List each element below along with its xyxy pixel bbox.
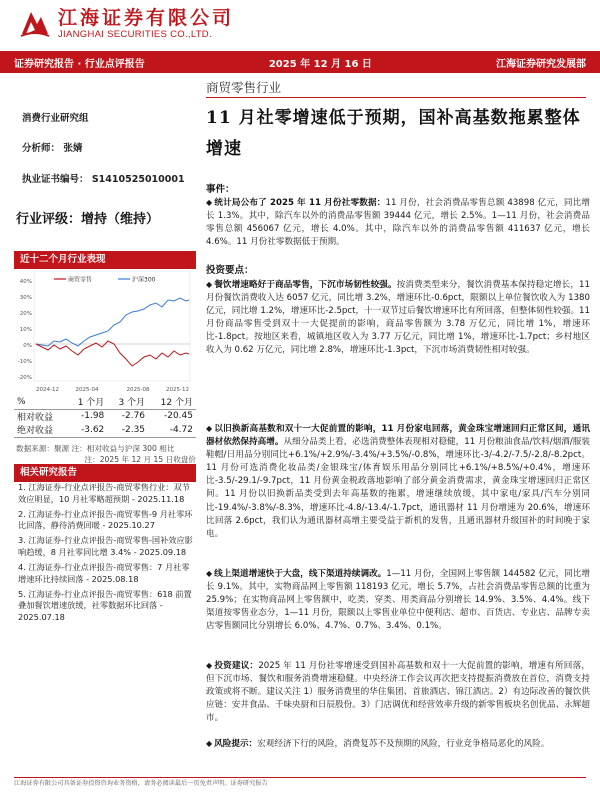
- point-lead: 以旧换新高基数和双十一大促前置的影响，11 月份家电回落，黄金珠宝增速回归正常区间，通讯器材依然保持高增。: [206, 424, 590, 448]
- point-paragraph: [206, 422, 590, 541]
- related-report-item[interactable]: 3. 江海证券-行业点评报告-商贸零售-国补效应影响趋缓，8 月社零同比增 3.4% - 2025.09.18: [18, 535, 193, 557]
- point-lead: 投资建议：: [214, 661, 259, 671]
- point-lead: 风险提示：: [214, 739, 258, 749]
- industry-rating: 行业评级：增持（维持）: [16, 212, 160, 227]
- point-text: 2025 年 11 月份社零增速受到国补高基数和双十一大促前置的影响，增速有所回落，但下沉市场、餐饮和服务消费增速稳健。中央经济工作会议再次把支持提振消费放在首位，消费支持政策或将不断。建议关注 1）服务消费里的华住集团、首旅酒店、锦江酒店。2）有边际改善的餐饮供应链：安井食品、千味央厨和日辰股份。3）门店调优和经营效率升级的新零售板块名创优品、永辉超市。: [206, 661, 590, 724]
- col-header: 1 个月: [67, 395, 108, 409]
- performance-chart: [14, 267, 196, 399]
- y-tick-label: 20%: [19, 311, 32, 317]
- y-tick-label: 40%: [19, 279, 32, 285]
- analyst-label: 分析师：: [22, 143, 61, 154]
- diamond-bullet-icon: ◆: [206, 661, 213, 670]
- col-header: %: [14, 395, 67, 409]
- x-tick-label: 2025-12: [166, 387, 189, 393]
- x-tick-label: 2024-12: [36, 387, 59, 393]
- analyst-line: [22, 140, 82, 154]
- col-header: 12 个月: [148, 395, 196, 409]
- y-tick-label: -20%: [17, 375, 32, 381]
- point-paragraph: [206, 567, 590, 633]
- point-lead: 线上渠道增速快于大盘，线下渠道持续调改。: [214, 569, 387, 579]
- events-lead: 统计局公布了 2025 年 11 月份社零数据：: [214, 198, 386, 208]
- series-line-hs300: [36, 298, 189, 346]
- points-heading: 投资要点：: [206, 265, 254, 276]
- footer-disclaimer: 江海证券有限公司具备证券投资咨询业务资格，请务必阅读最后一页免责声明。证券研究报告: [14, 780, 268, 787]
- col-header: 3 个月: [107, 395, 148, 409]
- divider: [206, 97, 586, 98]
- cert-line: [22, 171, 185, 185]
- diamond-bullet-icon: ◆: [206, 198, 213, 207]
- events-heading: 事件：: [206, 184, 235, 195]
- brand-name-cn: 江海证券有限公司: [58, 6, 235, 29]
- x-tick-label: 2025-04: [75, 387, 99, 393]
- point-text: 1—11 月份，全国网上零售额 144582 亿元，同比增长 9.1%。其中，实物商品网上零售额 118193 亿元，增长 5.7%，占社会消费品零售总额的比重为 25.9%；在实物商品网上零售额中，吃类、穿类、用类商品分别增长 14.9%、3.5%、4.4%。线下渠道按零售业态分，1—11 月份，限额以上零售业单位中便利店、超市、百货店、专业店、品牌专卖店零售额同比分别增长 6.0%、4.7%、0.7%、3.4%、0.1%。: [206, 569, 590, 632]
- page-title: 11 月社零增速低于预期，国补高基数拖累整体增速: [206, 108, 581, 159]
- footer-divider: [14, 777, 586, 778]
- point-text: 宏观经济下行的风险，消费复苏不及预期的风险，行业竞争格局恶化的风险。: [257, 739, 550, 749]
- analyst-name: 张婧: [63, 143, 83, 154]
- brand-name-en: JIANGHAI SECURITIES CO.,LTD.: [58, 28, 212, 40]
- table-header-row: [14, 395, 196, 409]
- diamond-bullet-icon: ◆: [206, 424, 213, 433]
- related-report-item[interactable]: 1. 江海证券-行业点评报告-商贸零售行业：双节效应明显，10 月社零略超预期 - 2025.11.18: [18, 482, 190, 504]
- point-text: 从细分品类上看，必选消费整体表现相对稳健，11 月份粮油食品/饮料/烟酒/服装鞋帽/日用品分别同比+6.1%/+2.9%/-3.4%/+3.5%/-0.8%，增速环比-3/-4.2/-7.5/-2.8/-8.2pct。11 月份可选消费化妆品类/金银珠宝/体育娱乐用品分别同比+6.1%/+8.5%/+0.4%，增速环比-3.5/-29.1/-9.7pct，11 月份黄金税政落地影响了部分黄金消费需求，黄金珠宝增速回归正常区间。11 月份以旧换新品类受到去年高基数的拖累，增速继续放缓，其中家电/家具/汽车分别同比-19.4%/-3.8%/-8.3%，增速环比-4.8/-13.4/-1.7pct，通讯器材 11 月份增速为 20.6%，增速环比回落 2.6pct，我们认为通讯器材高增主要受益于新机的发售，且通讯器材升级国补的时间晚于家电。: [206, 437, 590, 539]
- diamond-bullet-icon: ◆: [206, 280, 213, 289]
- source-note-line1: 数据来源：聚源 注：相对收益与沪深 300 相比: [16, 444, 175, 453]
- related-report-item[interactable]: 5. 江海证券-行业点评报告-商贸零售：618 前置叠加餐饮增速放缓，社零数据环比回落 - 2025.07.18: [18, 588, 192, 622]
- research-team: 消费行业研究组: [22, 113, 89, 124]
- report-date: 2025 年 12 月 16 日: [268, 58, 372, 70]
- performance-table: [14, 395, 196, 438]
- point-paragraph: [206, 659, 590, 725]
- table-row: [14, 423, 196, 437]
- events-text: 11 月份，社会消费品零售总额 43898 亿元，同比增长 1.3%。其中，除汽车以外的消费品零售额 39444 亿元，增长 2.5%。1—11 月份，社会消费品零售总额 456067 亿元，增长 4.0%。其中，除汽车以外的消费品零售额 411637 亿元，增长 4.6%。11 月份社零数据低于预期。: [206, 198, 590, 248]
- series-line-retail: [36, 341, 189, 366]
- related-report-item[interactable]: 4. 江海证券-行业点评报告-商贸零售：7 月社零增速环比持续回落 - 2025.08.18: [18, 562, 190, 584]
- events-paragraph: [206, 196, 590, 249]
- cell: -3.62: [67, 423, 108, 437]
- perf-section-title: 近十二个月行业表现: [14, 251, 196, 269]
- point-text: 按消费类型来分，餐饮消费基本保持稳定增长，11 月份餐饮消费收入达 6057 亿元，同比增 3.2%，增速环比-0.6pct，限额以上单位餐饮收入为 1380 亿元，同比增 1.2%，增速环比-2.5pct，十一双节过后餐饮增速环比有所回落，但整体韧性较强。11 月份商品零售受到双十一大促提前的影响，商品零售额为 3.78 万亿元，同比增 1%，增速环比-1.8pct。按地区来看，城镇地区收入为 3.77 万亿元，同比增 1%，增速环比-1.7pct；乡村地区收入为 0.62 万亿元，同比增 2.8%，增速环比-1.3pct，下沉市场消费韧性相对较强。: [206, 280, 590, 356]
- related-reports-list: [18, 482, 196, 627]
- row-label: 绝对收益: [14, 423, 67, 437]
- legend-label-hs300: 沪深300: [132, 276, 156, 284]
- cell: -20.45: [163, 411, 193, 422]
- cell: -1.98: [80, 411, 105, 422]
- source-note-line2: 注：2025 年 12 月 15 日收盘价: [84, 454, 196, 464]
- y-tick-label: 0%: [23, 343, 32, 349]
- diamond-bullet-icon: ◆: [206, 569, 213, 578]
- cell: -2.76: [121, 411, 146, 422]
- cell: -4.72: [148, 423, 196, 437]
- point-paragraph: [206, 278, 590, 358]
- x-tick-label: 2025-08: [126, 387, 150, 393]
- cert-number: S1410525010001: [91, 174, 185, 185]
- related-report-item[interactable]: 2. 江海证券-行业点评报告-商贸零售-9 月社零环比回落，静待消费回暖 - 2025.10.27: [18, 508, 193, 531]
- diamond-bullet-icon: ◆: [206, 739, 213, 748]
- industry-label: 商贸零售行业: [206, 80, 282, 95]
- jianghai-logo-icon: [18, 6, 52, 40]
- legend-label-retail: 商贸零售: [68, 276, 93, 284]
- table-row: [14, 409, 196, 423]
- row-label: 相对收益: [17, 412, 54, 423]
- research-dept: 江海证券研究发展部: [496, 58, 586, 70]
- cert-label: 执业证书编号：: [22, 174, 89, 185]
- y-tick-label: 10%: [19, 327, 32, 333]
- related-section-title: 相关研究报告: [14, 464, 196, 482]
- y-tick-label: 30%: [19, 295, 32, 301]
- point-paragraph: [206, 737, 590, 751]
- point-lead: 餐饮增速略好于商品零售，下沉市场韧性较强。: [214, 280, 397, 290]
- brand-header: [18, 6, 234, 40]
- cell: -2.35: [107, 423, 148, 437]
- top-banner: [0, 51, 600, 73]
- report-type: 证券研究报告 · 行业点评报告: [14, 58, 145, 70]
- y-tick-label: -10%: [17, 359, 32, 365]
- source-note: [16, 444, 196, 465]
